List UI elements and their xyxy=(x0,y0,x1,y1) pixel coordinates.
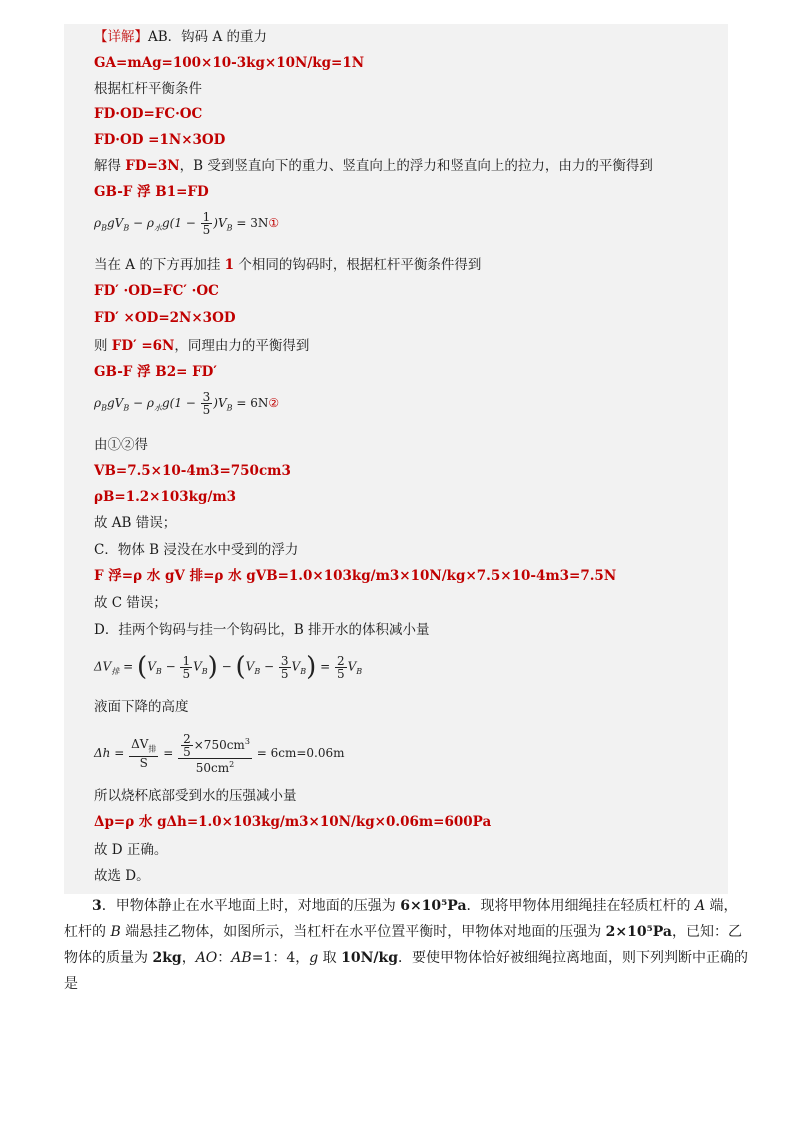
detail-tag: 【详解】 xyxy=(94,29,148,45)
detail-intro: AB．钩码 A 的重力 xyxy=(148,29,268,45)
line-c-wrong: 故 C 错误； xyxy=(94,595,167,611)
line-from-eqs: 由①②得 xyxy=(94,437,148,453)
line-force-balance-1: GB-F 浮 B1=FD xyxy=(94,184,209,200)
line-height-drop: 液面下降的高度 xyxy=(94,699,189,715)
line-solve-fd: 解得 FD=3N，B 受到竖直向下的重力、竖直向上的浮力和竖直向上的拉力，由力的平衡得到 xyxy=(94,158,653,174)
line-option-d: D．挂两个钩码与挂一个钩码比，B 排开水的体积减小量 xyxy=(94,622,430,638)
line-density-b: ρB=1.2×103kg/m3 xyxy=(94,489,237,505)
line-volume-b: VB=7.5×10-4m3=750cm3 xyxy=(94,463,291,479)
line-option-c: C．物体 B 浸没在水中受到的浮力 xyxy=(94,542,299,558)
line-force-balance-2: GB-F 浮 B2= FD′ xyxy=(94,364,217,380)
line-weight-a: GA=mAg=100×10-3kg×10N/kg=1N xyxy=(94,55,365,71)
line-lever-eq-4: FD′ ×OD=2N×3OD xyxy=(94,310,236,326)
line-lever-eq-2: FD·OD =1N×3OD xyxy=(94,132,226,148)
line-pressure-calc: Δp=ρ 水 gΔh=1.0×103kg/m3×10N/kg×0.06m=600Pa xyxy=(94,814,492,830)
formula-4: Δh = $\frac{\Delta V_排}{S}$ = $\frac{2}{5}$ $\times 750cm^3$ $50cm^2$ = 6cm=0.06m xyxy=(94,732,345,775)
question-line-4: 是 xyxy=(64,976,78,992)
line-add-hook: 当在 A 的下方再加挂 1 个相同的钩码时，根据杠杆平衡条件得到 xyxy=(94,257,482,273)
formula-2: $\rho_BgV_B - \rho_水g(1$ − $\frac{3}{5}$ )$V_B$ = 6N② xyxy=(94,390,280,417)
line-pressure-drop: 所以烧杯底部受到水的压强减小量 xyxy=(94,788,297,804)
line-choose-d: 故选 D。 xyxy=(94,868,150,884)
detail-header xyxy=(94,27,267,47)
question-line-3: 物体的质量为 2kg，AO：AB=1：4，g 取 10N/kg．要使甲物体恰好被细绳拉离地面，则下列判断中正确的 xyxy=(64,950,748,966)
formula-1: $\rho_BgV_B - \rho_水g(1$ − $\frac{1}{5}$ )$V_B$ = 3N① xyxy=(94,210,280,237)
formula-3: $\Delta V_排 = (V_B$ − $\frac{1}{5}$ $V_B) - (V_B$ − $\frac{3}{5}$ $V_B$) = $\frac{2}{5}$ $V_B$ xyxy=(94,652,363,682)
line-solve-fd2: 则 FD′ =6N，同理由力的平衡得到 xyxy=(94,338,310,354)
question-line-1: 3．甲物体静止在水平地面上时，对地面的压强为 6×10⁵Pa．现将甲物体用细绳挂在轻质杠杆的 A 端， xyxy=(92,898,738,914)
line-ab-wrong: 故 AB 错误； xyxy=(94,515,177,531)
line-d-correct: 故 D 正确。 xyxy=(94,842,168,858)
line-lever-condition: 根据杠杆平衡条件 xyxy=(94,81,202,97)
question-number: 3 xyxy=(92,898,102,914)
line-buoyancy: F 浮=ρ 水 gV 排=ρ 水 gVB=1.0×103kg/m3×10N/kg×7.5×10-4m3=7.5N xyxy=(94,568,617,584)
line-lever-eq-1: FD·OD=FC·OC xyxy=(94,106,203,122)
question-line-2: 杠杆的 B 端悬挂乙物体，如图所示，当杠杆在水平位置平衡时，甲物体对地面的压强为 2×10⁵Pa，已知：乙 xyxy=(64,924,742,940)
line-lever-eq-3: FD′ ·OD=FC′ ·OC xyxy=(94,283,219,299)
